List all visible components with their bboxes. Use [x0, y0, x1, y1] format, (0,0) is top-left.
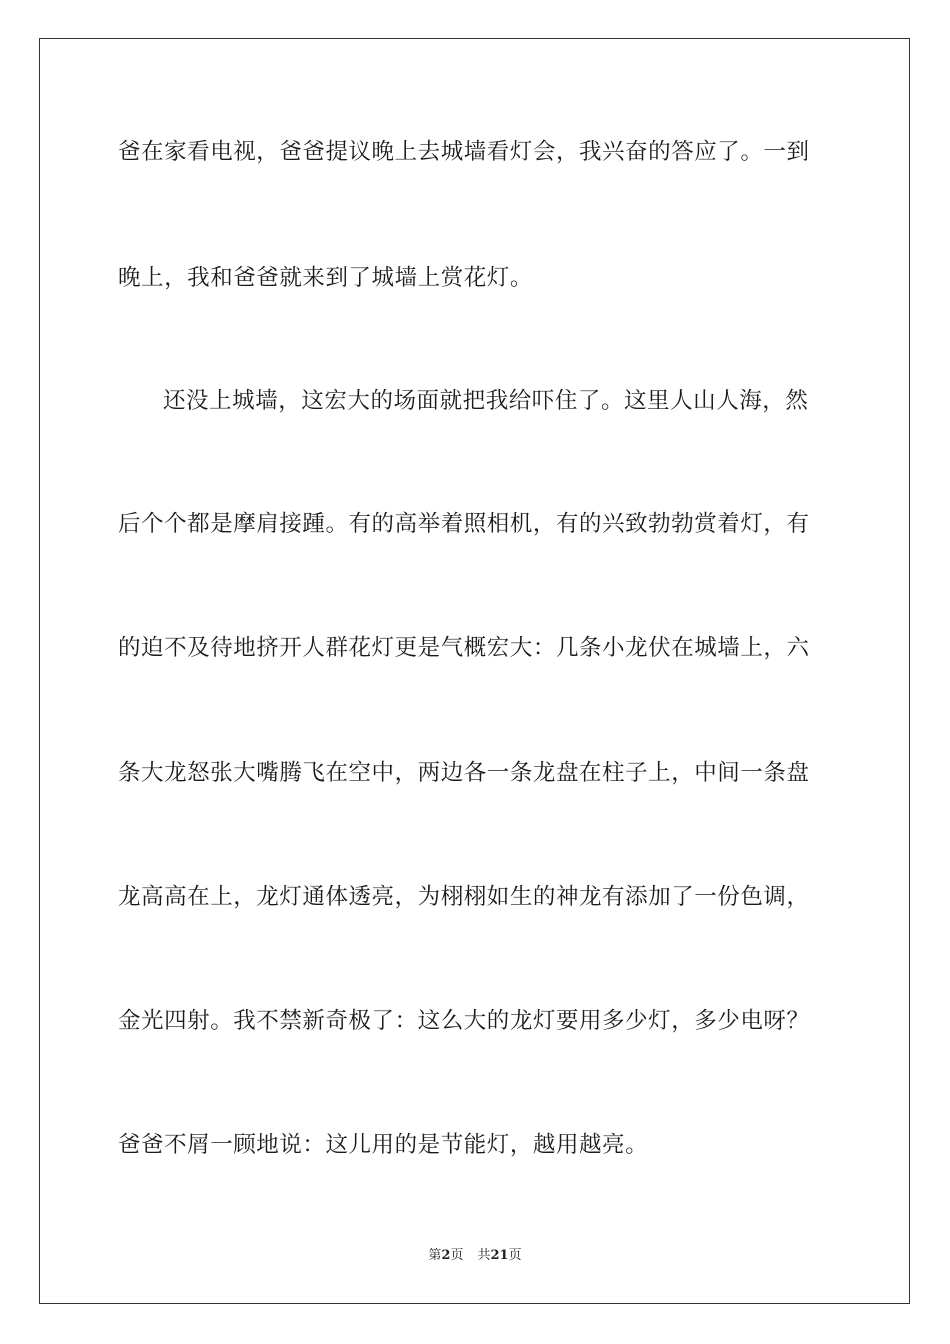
page-frame	[39, 38, 910, 1304]
current-page-number: 2	[441, 1248, 451, 1263]
paragraph-line-5: 的迫不及待地挤开人群花灯更是气概宏大：几条小龙伏在城墙上，六	[118, 635, 810, 661]
paragraph-line-7: 龙高高在上，龙灯通体透亮，为栩栩如生的神龙有添加了一份色调，	[118, 884, 810, 910]
paragraph-line-6: 条大龙怒张大嘴腾飞在空中，两边各一条龙盘在柱子上，中间一条盘	[118, 760, 810, 786]
total-unit: 页	[508, 1248, 522, 1263]
page-number-footer	[0, 1247, 950, 1265]
total-prefix: 共	[477, 1248, 491, 1263]
paragraph-line-4: 后个个都是摩肩接踵。有的高举着照相机，有的兴致勃勃赏着灯，有	[118, 511, 810, 537]
paragraph-line-8: 金光四射。我不禁新奇极了：这么大的龙灯要用多少灯，多少电呀？	[118, 1008, 810, 1034]
paragraph-line-9: 爸爸不屑一顾地说：这儿用的是节能灯，越用越亮。	[118, 1132, 649, 1158]
page-prefix: 第	[428, 1248, 442, 1263]
paragraph-line-2: 晚上，我和爸爸就来到了城墙上赏花灯。	[118, 265, 533, 291]
paragraph-line-3: 还没上城墙，这宏大的场面就把我给吓住了。这里人山人海，然	[163, 388, 809, 414]
total-page-count: 21	[490, 1248, 509, 1263]
paragraph-line-1: 爸在家看电视，爸爸提议晚上去城墙看灯会，我兴奋的答应了。一到	[118, 139, 810, 165]
page-unit: 页	[450, 1248, 464, 1263]
